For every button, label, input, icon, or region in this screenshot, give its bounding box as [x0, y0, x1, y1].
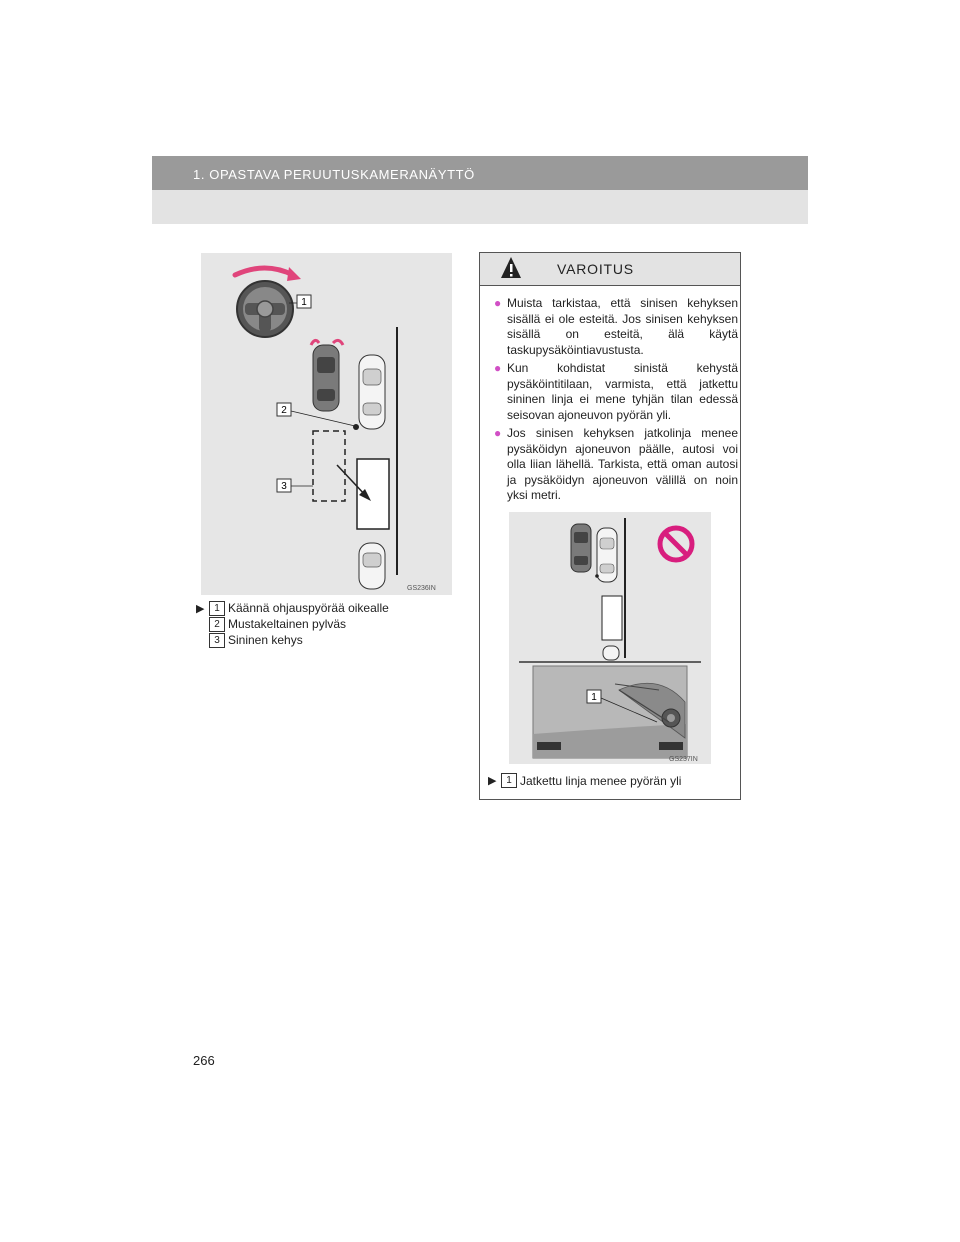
svg-text:1: 1 [591, 692, 597, 703]
wrong-alignment-diagram [509, 512, 711, 764]
legend-number: 1 [209, 601, 225, 616]
svg-text:3: 3 [281, 481, 287, 492]
own-car-icon [571, 524, 591, 572]
warning-title: VAROITUS [557, 261, 634, 277]
legend-item [196, 600, 389, 616]
legend-number: 2 [209, 617, 225, 632]
leader-line [291, 411, 355, 426]
header-sub-band [152, 190, 808, 224]
pole-marker [353, 424, 359, 430]
callout-1 [587, 690, 601, 703]
warning-list [494, 296, 738, 507]
wrong-alignment-svg [509, 512, 711, 764]
steering-wheel-icon [237, 281, 293, 337]
warning-triangle-icon [500, 256, 522, 280]
legend-item [196, 616, 389, 632]
parking-diagram-svg [201, 253, 452, 595]
figure-legend [196, 600, 389, 648]
guide-frame-dashed [313, 431, 345, 501]
legend-label: Jatkettu linja menee pyörän yli [520, 773, 682, 788]
svg-text:1: 1 [301, 297, 307, 308]
figure-code: GS237IN [669, 756, 698, 763]
legend-item [196, 632, 389, 648]
callout-3 [277, 479, 291, 492]
legend-label: Sininen kehys [228, 633, 303, 647]
warning-item: ● Muista tarkistaa, että sinisen kehyksen sisällä ei ole esteitä. Jos sinisen kehyksen sisällä on esteitä, älä käytä taskupysäköintiavustusta. [494, 296, 738, 357]
parked-car-icon [597, 528, 617, 582]
svg-text:2: 2 [281, 405, 287, 416]
section-title: 1. OPASTAVA PERUUTUSKAMERANÄYTTÖ [193, 167, 475, 182]
prohibited-icon [660, 528, 692, 560]
pole-marker [595, 574, 599, 578]
parking-space-frame [602, 596, 622, 640]
bullet-icon: ● [494, 361, 502, 375]
legend-number: 1 [501, 773, 517, 788]
camera-screen [533, 666, 687, 758]
warning-item: ● Jos sinisen kehyksen jatkolinja menee pysäköidyn ajoneuvon päälle, autosi voi olla liian lähellä. Tarkista, että oman autosi ja pysäköidyn ajoneuvon välillä on noin yksi metri. [494, 426, 738, 502]
triangle-right-icon: ▶ [196, 602, 205, 615]
bullet-icon: ● [494, 426, 502, 440]
warning-header [480, 253, 740, 286]
parked-car-icon [359, 355, 385, 429]
parked-car-icon [603, 646, 619, 660]
parking-diagram [201, 253, 452, 595]
bullet-icon: ● [494, 296, 502, 310]
own-car-icon [311, 340, 343, 411]
legend-label: Käännä ohjauspyörää oikealle [228, 601, 389, 615]
triangle-right-icon: ▶ [488, 775, 497, 787]
turn-right-arrow-icon [235, 267, 301, 281]
legend-number: 3 [209, 633, 225, 648]
warning-item: ● Kun kohdistat sinistä kehystä pysäköintitilaan, varmista, että jatkettu sininen linja ei mene tyhjän tilan edessä seisovan ajoneuvon pyörän yli. [494, 361, 738, 422]
callout-2 [277, 403, 291, 416]
legend-label: Mustakeltainen pylväs [228, 617, 347, 631]
callout-1 [297, 295, 311, 308]
warning-figure-legend [488, 773, 681, 788]
page-number: 266 [193, 1053, 215, 1068]
figure-code: GS236IN [407, 585, 436, 592]
parked-car-icon [359, 543, 385, 589]
